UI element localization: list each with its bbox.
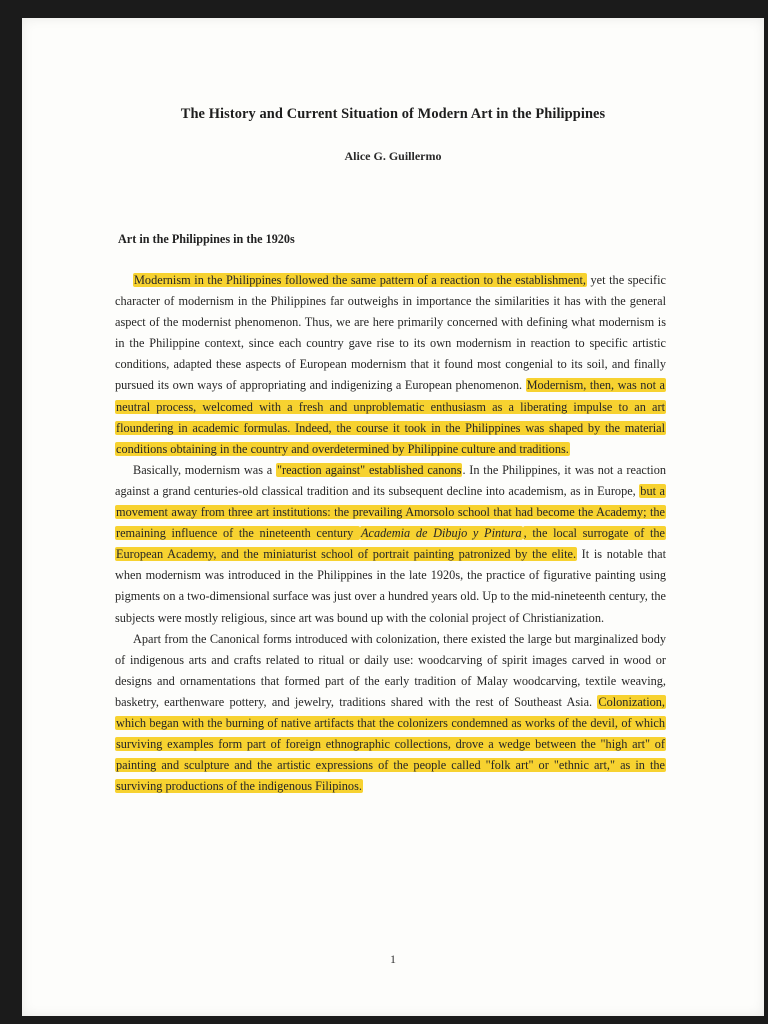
paragraph-text: It is notable that when modernism was introduced in the Philippines in the late 1920s, the practice of figurative painting using pigments on a two-dimensional surface was just over a hundred years old. Up to the mid-nineteenth century, the subjects were mostly religious, since art was bound up with the colonial project of Christianization.	[115, 547, 666, 625]
highlighted-text: "reaction against" established canons	[276, 462, 462, 477]
highlighted-text: , the local surrogate of the European Academy, and the miniaturist school of portrait painting patronized by the elite.	[116, 526, 666, 562]
paragraph-3	[115, 629, 666, 798]
highlighted-italic-text: Academia de Dibujo y Pintura	[360, 526, 522, 541]
page-number: 1	[390, 952, 396, 966]
paragraph-text: Apart from the Canonical forms introduced with colonization, there existed the large but marginalized body of indigenous arts and crafts related to ritual or daily use: woodcarving of spirit images carved in wood or designs and ornamentations that formed part of the early tradition of Malay woodcarving, textile weaving, basketry, earthenware pottery, and jewelry, traditions shared with the rest of Southeast Asia.	[115, 631, 666, 709]
section-heading: Art in the Philippines in the 1920s	[118, 232, 295, 246]
highlighted-text: Colonization, which began with the burning of native artifacts that the colonizers condemned as works of the devil, of which surviving examples form part of foreign ethnographic collections, drove a wedge between the "high art" of painting and sculpture and the artistic expressions of the people called "folk art" or "ethnic art," as in the surviving productions of the indigenous Filipinos.	[116, 694, 665, 794]
paragraph-text: Basically, modernism was a	[133, 462, 276, 477]
highlighted-text: Modernism, then, was not a neutral process, welcomed with a fresh and unproblematic enthusiasm as a liberating impulse to an art floundering in academic formulas. Indeed, the course it took in the Philippines was shaped by the material conditions obtaining in the country and overdetermined by Philippine culture and traditions.	[116, 378, 665, 456]
document-page	[22, 18, 764, 1016]
paragraph-text: yet the specific character of modernism in the Philippines far outweighs in importance the similarities it has with the general aspect of the modernist phenomenon. Thus, we are here primarily concerned with defining what modernism is in the Philippine context, since each country gave rise to its own modernism in reaction to specific artistic conditions, adapted these aspects of European modernism that it found most congenial to its soil, and finally pursued its own ways of appropriating and indigenizing a European phenomenon.	[115, 273, 666, 393]
body-text	[115, 270, 666, 797]
author-name: Alice G. Guillermo	[344, 149, 442, 163]
highlighted-text: but a movement away from three art institutions: the prevailing Amorsolo school that had become the Academy; the remaining influence of the nineteenth century	[116, 483, 666, 541]
paragraph-text: . In the Philippines, it was not a reaction against a grand centuries-old classical tradition and its subsequent decline into academism, as in Europe,	[115, 462, 666, 498]
highlighted-text: Modernism in the Philippines followed the same pattern of a reaction to the establishment,	[134, 273, 586, 287]
paragraph-1	[115, 270, 666, 460]
paragraph-2	[115, 460, 666, 629]
document-title: The History and Current Situation of Modern Art in the Philippines	[180, 106, 606, 122]
